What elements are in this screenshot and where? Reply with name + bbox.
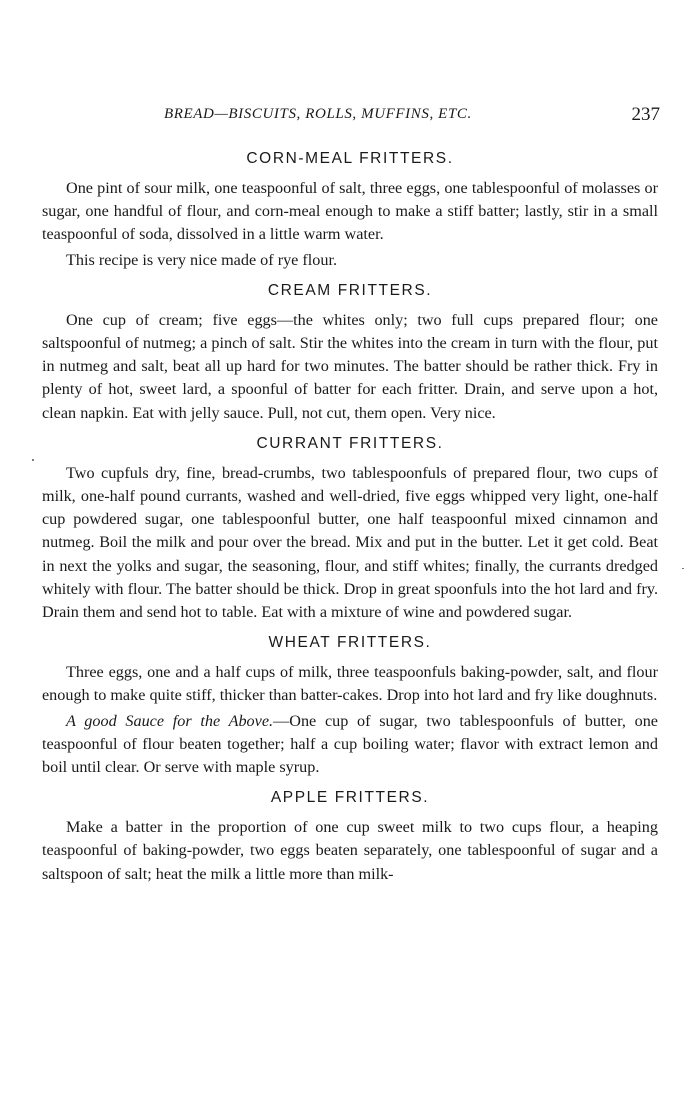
recipe-paragraph: Two cupfuls dry, fine, bread-crumbs, two tablespoonfuls of prepared flour, two cups of milk, one-half pound currants, washed and well-dried, five eggs whipped very light, one-half cup powdered sugar, one tablespoonful butter, one half teaspoonful mixed cinnamon and nutmeg. Boil the milk and pour over the bread. Mix and put in the butter. Let it get cold. Beat in next the yolks and sugar, the seasoning, flour, and stiff whites; finally, the currants dredged whitely with flour. The batter should be thick. Drop in great spoonfuls into the hot lard and fry. Drain them and send hot to table. Eat with a mixture of wine and powdered sugar.	[42, 463, 658, 622]
sauce-lead: A good Sauce for the Above.	[66, 711, 274, 730]
running-title: BREAD—BISCUITS, ROLLS, MUFFINS, ETC.	[164, 106, 472, 122]
recipe-apple-fritters	[42, 787, 658, 886]
sauce-text: —One cup of sugar, two tablespoonfuls of butter, one teaspoonful of flour beaten together; half a cup boiling water; flavor with extract lemon and boil until clear. Or serve with maple syrup.	[42, 711, 658, 777]
running-head	[40, 104, 660, 130]
page-body	[42, 148, 658, 886]
recipe-heading: CORN-MEAL FRITTERS.	[246, 150, 454, 167]
stray-ink-mark	[32, 459, 34, 461]
sauce-paragraph	[42, 710, 658, 780]
recipe-cream-fritters	[42, 280, 658, 425]
recipe-heading: WHEAT FRITTERS.	[268, 634, 432, 652]
stray-ink-mark	[682, 568, 684, 569]
recipe-paragraph: One pint of sour milk, one teaspoonful of salt, three eggs, one tablespoonful of molasses or sugar, one handful of flour, and corn-meal enough to make a stiff batter; lastly, stir in a small teaspoonful of soda, dissolved in a little warm water.	[42, 179, 658, 244]
recipe-currant-fritters	[42, 433, 658, 624]
recipe-heading: CREAM FRITTERS.	[267, 281, 433, 299]
page-number: 237	[631, 104, 660, 125]
recipe-heading: CURRANT FRITTERS.	[256, 434, 444, 452]
recipe-paragraph: This recipe is very nice made of rye flour.	[66, 250, 338, 269]
recipe-paragraph: Three eggs, one and a half cups of milk, three teaspoonfuls baking-powder, salt, and flour enough to make quite stiff, thicker than batter-cakes. Drop into hot lard and fry like doughnuts.	[42, 663, 658, 705]
recipe-wheat-fritters	[42, 632, 658, 779]
recipe-paragraph: Make a batter in the proportion of one cup sweet milk to two cups flour, a heaping teaspoonful of baking-powder, two eggs beaten separately, one tablespoonful of sugar and a saltspoon of salt; heat the milk a little more than milk-	[42, 818, 658, 883]
recipe-corn-meal-fritters	[42, 148, 658, 272]
recipe-paragraph: One cup of cream; five eggs—the whites only; two full cups prepared flour; one saltspoonful of nutmeg; a pinch of salt. Stir the whites into the cream in turn with the flour, put in nutmeg and salt, beat all up hard for two minutes. The batter should be rather thick. Fry in plenty of hot, sweet lard, a spoonful of batter for each fritter. Drain, and serve upon a hot, clean napkin. Eat with jelly sauce. Pull, not cut, them open. Very nice.	[42, 310, 658, 422]
recipe-heading: APPLE FRITTERS.	[270, 789, 430, 807]
